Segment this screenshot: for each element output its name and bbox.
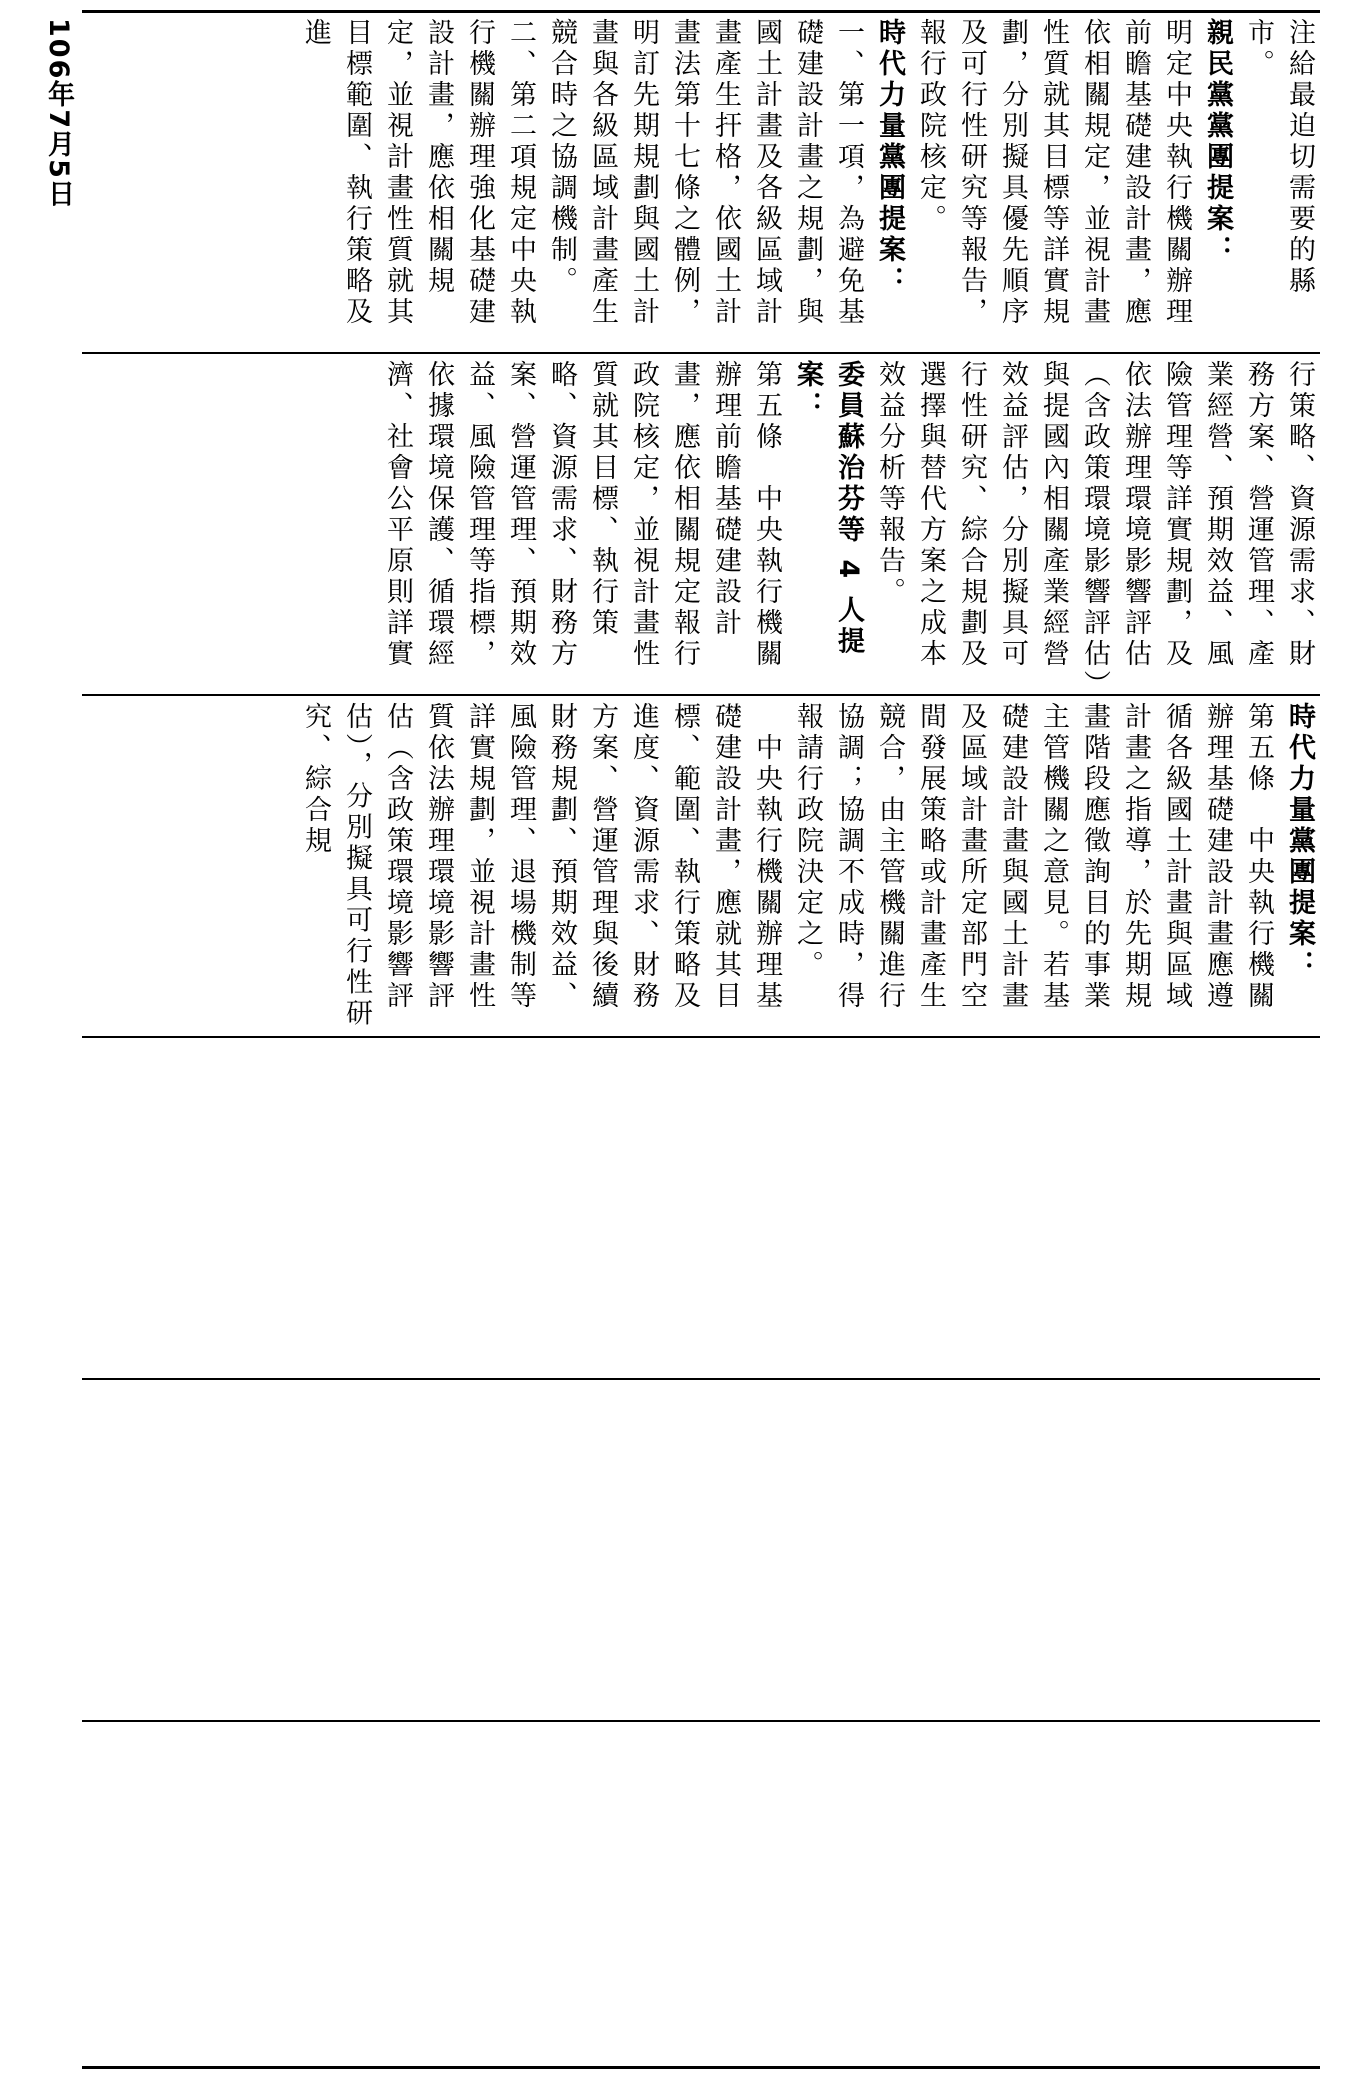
text-column-1 (90, 18, 1320, 348)
col2-heading-1: 委員蘇治芬等 4 人提案： (792, 360, 864, 658)
col2-text-1: 行策略、資源需求、財務方案、營運管理、產業經營、預期效益、風險管理等詳實規劃，及依法辦理環境影響評估（含政策環境影響評估）與提國內相關產業經營效益評估，分別擬具可行性研究、綜合規劃及選擇與替代方案之成本效益分析等報告。 (874, 360, 1315, 688)
column-rule-2 (82, 694, 1320, 696)
bottom-rule (82, 2066, 1320, 2069)
col3-text-2: 中央執行機關辦理基礎建設計畫，應就其目標、範圍、執行策略及進度、資源需求、財務方案、營運管理與後續財務規劃、預期效益、風險管理、退場機制等詳實規劃，並視計畫性質依法辦理環境影響評估（含政策環境影響評估），分別擬具可行性研究、綜合規 (300, 702, 782, 1030)
col1-text-2: 明定中央執行機關辦理前瞻基礎建設計畫，應依相關規定，並視計畫性質就其目標等詳實規劃，分別擬具優先順序及可行性研究等報告，報行政院核定。 (915, 18, 1192, 328)
column-rule-3 (82, 1036, 1320, 1038)
page-date: 106年7月5日 (43, 18, 74, 209)
col2-text-2: 第五條 中央執行機關辦理前瞻基礎建設計畫，應依相關規定報行政院核定，並視計畫性質就其目標、執行策略、資源需求、財務方案、營運管理、預期效益、風險管理等指標，依據環境保護、循環經濟、社會公平原則詳實 (382, 360, 782, 670)
col1-text-1: 注給最迫切需要的縣市。 (1243, 18, 1315, 297)
col3-heading-1: 時代力量黨團提案： (1284, 702, 1315, 981)
text-column-2 (90, 360, 1320, 690)
column-rule-1 (82, 352, 1320, 354)
text-column-3 (90, 702, 1320, 1032)
column-rule-5 (82, 1720, 1320, 1722)
col1-text-3: 一、第一項，為避免基礎建設計畫之規劃，與國土計畫及各級區域計畫產生扞格，依國土計畫法第十七條之體例，明訂先期規劃與國土計畫與各級區域計畫產生競合時之協調機制。 (546, 18, 864, 328)
column-rule-4 (82, 1378, 1320, 1380)
col1-text-4: 二、第二項規定中央執行機關辦理強化基礎建設計畫，應依相關規定，並視計畫性質就其目標範圍、執行策略及進 (300, 18, 536, 328)
top-rule (82, 10, 1320, 13)
col3-text-1: 第五條 中央執行機關辦理基礎建設計畫應遵循各級國土計畫與區域計畫之指導，於先期規畫階段應徵詢目的事業主管機關之意見。若基礎建設計畫與國土計畫及區域計畫所定部門空間發展策略或計畫產生競合，由主管機關進行協調；協調不成時，得報請行政院決定之。 (792, 702, 1274, 1012)
col1-heading-2: 時代力量黨團提案： (874, 18, 905, 297)
col1-heading-1: 親民黨黨團提案： (1202, 18, 1233, 266)
